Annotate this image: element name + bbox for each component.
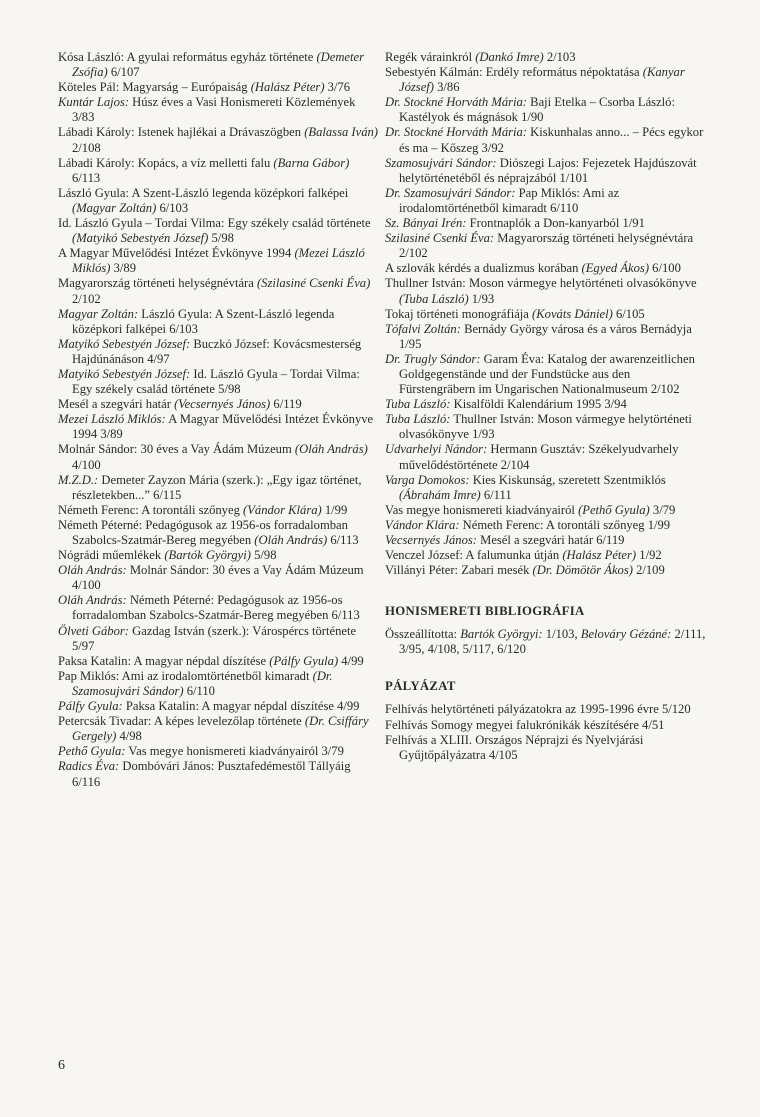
entry-text-segment: Felhívás a XLIII. Országos Néprajzi és Nyelvjárási Gyűjtőpályázatra 4/105	[385, 732, 644, 762]
entry-author-segment: Oláh András:	[58, 593, 127, 608]
entry-text-segment: 6/111	[480, 487, 512, 502]
entry-author-segment: (Mezei László Miklós)	[72, 246, 365, 276]
index-entry	[58, 367, 380, 397]
entry-author-segment: Vecsernyés János:	[385, 533, 477, 547]
entry-author-segment: Vándor Klára:	[385, 517, 460, 532]
index-entry	[58, 563, 380, 593]
entry-text-segment: 3/89	[110, 261, 137, 276]
index-entry	[58, 50, 380, 80]
entry-author-segment: (Egyed Ákos)	[581, 261, 650, 276]
index-entry	[58, 216, 380, 246]
entry-text-segment: 2/109	[632, 563, 665, 578]
right-entries	[385, 50, 707, 578]
entry-text-segment: Paksa Katalin: A magyar népdal díszítése 4/99	[122, 699, 360, 714]
entry-text-segment: Magyarország történeti helységnévtára	[58, 276, 257, 291]
entry-text-segment: 4/99	[338, 653, 364, 668]
index-entry	[58, 276, 380, 306]
index-entry	[58, 744, 380, 759]
entry-text-segment: Gazdag István (szerk.): Várospércs története 5/97	[72, 623, 357, 653]
entry-text-segment: 2/108	[72, 140, 101, 155]
entry-author-segment: (Kanyar József)	[399, 65, 685, 95]
right-column	[385, 50, 707, 763]
entry-author-segment: Szamosujvári Sándor:	[385, 155, 497, 170]
entry-text-segment: 6/113	[72, 170, 101, 185]
entry-text-segment: Id. László Gyula – Tordai Vilma: Egy székely család története 5/98	[72, 366, 360, 397]
entry-text-segment: Tokaj történeti monográfiája	[385, 306, 533, 321]
sections	[385, 604, 707, 763]
index-entry	[58, 518, 380, 548]
index-entry	[58, 654, 380, 669]
entry-text-segment: Vas megye honismereti kiadványairól	[385, 502, 579, 517]
entry-text-segment: Lábadi Károly: Istenek hajlékai a Drávaszögben	[58, 125, 305, 140]
entry-text-segment: A Magyar Művelődési Intézet Évkönyve 1994	[58, 246, 295, 261]
index-entry	[385, 518, 707, 533]
entry-author-segment: Tuba László:	[385, 412, 451, 427]
index-entry	[58, 593, 380, 623]
entry-author-segment: Matyikó Sebestyén József:	[58, 336, 191, 351]
entry-text-segment: Petercsák Tivadar: A képes levelezőlap története	[58, 714, 305, 729]
entry-text-segment: 6/100	[649, 261, 681, 276]
index-entry	[385, 276, 707, 306]
index-entry	[58, 503, 380, 518]
entry-text-segment: Dombóvári János: Pusztafedémestől Tállyáig 6/116	[72, 759, 351, 789]
index-entry	[385, 503, 707, 518]
entry-author-segment: Dr. Stockné Horváth Mária:	[385, 95, 528, 110]
entry-text-segment: 1/103,	[542, 627, 581, 642]
entry-author-segment: Belováry Gézáné:	[580, 627, 672, 642]
entry-author-segment: M.Z.D.:	[58, 472, 99, 487]
index-entry	[385, 125, 707, 155]
entry-author-segment: (Demeter Zsófia)	[72, 50, 364, 80]
entry-author-segment: Dr. Trugly Sándor:	[385, 351, 481, 366]
entry-text-segment: Venczel József: A falumunka útján	[385, 548, 563, 563]
index-entry	[58, 624, 380, 654]
entry-author-segment: (Szilasiné Csenki Éva)	[256, 276, 371, 291]
index-entry	[385, 473, 707, 503]
entry-author-segment: (Kováts Dániel)	[532, 306, 613, 321]
index-entry	[58, 337, 380, 367]
index-entry	[58, 307, 380, 337]
entry-author-segment: (Halász Péter)	[250, 80, 325, 95]
entry-text-segment: Németh Ferenc: A torontáli szőnyeg	[58, 502, 244, 517]
index-entry	[385, 397, 707, 412]
entry-author-segment: (Ábrahám Imre)	[399, 487, 481, 502]
entry-text-segment: Buczkó József: Kovácsmesterség Hajdúnánáson 4/97	[72, 336, 362, 366]
entry-author-segment: Sz. Bányai Irén:	[385, 216, 467, 231]
index-entry	[385, 50, 707, 65]
entry-author-segment: (Dr. Szamosujvári Sándor)	[72, 668, 333, 698]
index-entry	[58, 442, 380, 472]
entry-author-segment: (Vándor Klára)	[243, 502, 322, 517]
index-entry	[385, 216, 707, 231]
entry-text-segment: 4/98	[116, 729, 142, 744]
entry-text-segment: Kies Kiskunság, szeretett Szentmiklós	[469, 472, 666, 487]
entry-text-segment: 6/110	[183, 683, 215, 698]
entry-text-segment: Lábadi Károly: Kopács, a víz melletti falu	[58, 155, 274, 170]
index-entry	[58, 186, 380, 216]
entry-text-segment: 6/119	[270, 397, 302, 412]
entry-text-segment: 6/113	[327, 533, 359, 547]
entry-author-segment: (Bartók Györgyi)	[164, 548, 251, 563]
entry-author-segment: Dr. Stockné Horváth Mária:	[385, 125, 528, 140]
entry-author-segment: Matyikó Sebestyén József:	[58, 366, 191, 381]
index-entry	[385, 322, 707, 352]
entry-text-segment: A szlovák kérdés a dualizmus korában	[385, 261, 582, 276]
entry-text-segment: Bernády György városa és a város Bernádyja 1/95	[399, 321, 692, 351]
entry-text-segment: 4/100	[72, 457, 101, 472]
entry-author-segment: Radics Éva:	[58, 759, 120, 774]
entry-text-segment: Németh Péterné: Pedagógusok az 1956-os forradalomban Szabolcs-Szatmár-Bereg megyében 6/113	[72, 593, 360, 623]
index-entry	[385, 231, 707, 261]
index-entry	[58, 669, 380, 699]
index-entry	[385, 533, 707, 548]
index-entry	[385, 352, 707, 397]
entry-author-segment: (Tuba László)	[399, 291, 469, 306]
entry-author-segment: Tuba László:	[385, 397, 451, 412]
index-entry	[58, 473, 380, 503]
entry-author-segment: Pethő Gyula:	[58, 744, 126, 759]
entry-text-segment: 3/86	[433, 80, 460, 95]
index-entry	[385, 307, 707, 322]
section-title: HONISMERETI BIBLIOGRÁFIA	[385, 604, 585, 619]
entry-text-segment: Felhívás Somogy megyei falukrónikák készítésére 4/51	[385, 717, 665, 732]
entry-text-segment: 2/111, 3/95, 4/108, 5/117, 6/120	[399, 627, 706, 657]
entry-text-segment: László Gyula: A Szent-László legenda középkori falképei	[58, 185, 349, 200]
entry-author-segment: (Pethő Gyula)	[578, 502, 650, 517]
entry-text-segment: Mesél a szegvári határ	[58, 397, 175, 412]
entry-author-segment: (Oláh András)	[294, 442, 368, 457]
entry-text-segment: Molnár Sándor: 30 éves a Vay Ádám Múzeum	[58, 442, 295, 457]
entry-author-segment: (Dankó Imre)	[475, 50, 544, 64]
entry-author-segment: Magyar Zoltán:	[58, 306, 139, 321]
entry-author-segment: (Balassa Iván)	[304, 125, 378, 140]
entry-text-segment: Regék várainkról	[385, 50, 476, 64]
index-entry	[385, 261, 707, 276]
entry-author-segment: (Barna Gábor)	[273, 155, 350, 170]
index-entry	[385, 412, 707, 442]
entry-text-segment: 1/93	[468, 291, 495, 306]
index-entry	[385, 65, 707, 95]
index-entry	[58, 246, 380, 276]
index-entry	[58, 95, 380, 125]
index-entry	[58, 412, 380, 442]
index-entry	[385, 702, 707, 717]
entry-author-segment: (Magyar Zoltán)	[72, 200, 157, 215]
entry-author-segment: Varga Domokos:	[385, 472, 470, 487]
section-title: PÁLYÁZAT	[385, 679, 456, 694]
index-entry	[385, 95, 707, 125]
entry-text-segment: 6/107	[107, 65, 140, 80]
index-entry	[58, 714, 380, 744]
index-entry	[58, 548, 380, 563]
entry-text-segment: 1/92	[636, 548, 662, 563]
index-entry	[58, 125, 380, 155]
entry-text-segment: Sebestyén Kálmán: Erdély református népoktatása	[385, 65, 643, 80]
entry-author-segment: Tófalvi Zoltán:	[385, 321, 461, 336]
entry-author-segment: (Matyikó Sebestyén József)	[72, 231, 209, 246]
entry-text-segment: Demeter Zayzon Mária (szerk.): „Egy igaz történet, részletekben...” 6/115	[72, 472, 362, 502]
index-entry	[385, 186, 707, 216]
index-entry	[385, 563, 707, 578]
index-entry	[385, 718, 707, 733]
entry-text-segment: Frontnaplók a Don-kanyarból 1/91	[466, 216, 645, 231]
page-number: 6	[58, 1058, 65, 1073]
entry-text-segment: Hermann Gusztáv: Székelyudvarhely művelődéstörténete 2/104	[399, 442, 679, 472]
entry-text-segment: Villányi Péter: Zabari mesék	[385, 563, 533, 578]
entry-text-segment: László Gyula: A Szent-László legenda középkori falképei 6/103	[72, 306, 335, 336]
entry-text-segment: Németh Ferenc: A torontáli szőnyeg 1/99	[459, 517, 671, 532]
entry-author-segment: (Dr. Csiffáry Gergely)	[72, 714, 369, 744]
entry-author-segment: (Halász Péter)	[562, 548, 637, 563]
entry-text-segment: Diószegi Lajos: Fejezetek Hajdúszovát helytörténetéből és néprajzából 1/101	[399, 155, 697, 185]
entry-text-segment: 3/79	[649, 502, 676, 517]
entry-text-segment: Pap Miklós: Ami az irodalomtörténetből kimaradt 6/110	[399, 185, 620, 215]
entry-text-segment: Köteles Pál: Magyarság – Európaiság	[58, 80, 251, 95]
entry-text-segment: Paksa Katalin: A magyar népdal díszítése	[58, 653, 270, 668]
entry-author-segment: Mezei László Miklós:	[58, 412, 166, 427]
entry-author-segment: Ölveti Gábor:	[58, 623, 129, 638]
entry-text-segment: Felhívás helytörténeti pályázatokra az 1995-1996 évre 5/120	[385, 702, 691, 717]
entry-author-segment: Kuntár Lajos:	[58, 95, 130, 110]
index-entry	[385, 156, 707, 186]
index-entry	[58, 80, 380, 95]
entry-text-segment: Id. László Gyula – Tordai Vilma: Egy székely család története	[58, 216, 371, 231]
entry-text-segment: Mesél a szegvári határ 6/119	[476, 533, 625, 547]
index-entry	[385, 733, 707, 763]
entry-author-segment: (Vecsernyés János)	[174, 397, 271, 412]
entry-text-segment: Molnár Sándor: 30 éves a Vay Ádám Múzeum 4/100	[72, 563, 364, 593]
entry-author-segment: Udvarhelyi Nándor:	[385, 442, 488, 457]
entry-text-segment: Nógrádi műemlékek	[58, 548, 165, 563]
entry-author-segment: Dr. Szamosujvári Sándor:	[385, 185, 516, 200]
index-entry	[58, 156, 380, 186]
entry-text-segment: Thullner István: Moson vármegye helytörténeti olvasókönyve 1/93	[399, 412, 692, 442]
entry-author-segment: Oláh András:	[58, 563, 127, 578]
entry-text-segment: 1/99	[321, 502, 348, 517]
entry-text-segment: Magyarország történeti helységnévtára 2/102	[399, 231, 694, 261]
entry-author-segment: Szilasiné Csenki Éva:	[385, 231, 495, 246]
index-entry	[385, 442, 707, 472]
entry-author-segment: (Oláh András)	[254, 533, 328, 547]
entry-text-segment: Kósa László: A gyulai református egyház története	[58, 50, 317, 64]
entry-author-segment: Bartók Györgyi:	[460, 627, 543, 642]
index-entry	[58, 759, 380, 789]
entry-text-segment: A Magyar Művelődési Intézet Évkönyve 1994 3/89	[72, 412, 374, 442]
entry-text-segment: Thullner István: Moson vármegye helytörténeti olvasókönyve	[385, 276, 697, 291]
entry-text-segment: Németh Péterné: Pedagógusok az 1956-os forradalomban Szabolcs-Szatmár-Bereg megyében	[58, 517, 348, 547]
entry-author-segment: Pálfy Gyula:	[58, 699, 123, 714]
entry-text-segment: 5/98	[250, 548, 277, 563]
entry-text-segment: 6/105	[612, 306, 645, 321]
entry-text-segment: 2/102	[72, 291, 101, 306]
index-entry	[385, 627, 707, 657]
left-column	[58, 50, 380, 790]
index-entry	[385, 548, 707, 563]
entry-text-segment: Vas megye honismereti kiadványairól 3/79	[125, 744, 344, 759]
entry-author-segment: (Pálfy Gyula)	[269, 653, 339, 668]
index-entry	[58, 699, 380, 714]
entry-text-segment: Összeállította:	[385, 627, 461, 642]
entry-text-segment: 6/103	[156, 200, 189, 215]
entry-text-segment: 5/98	[208, 231, 234, 246]
entry-text-segment: 2/103	[543, 50, 576, 64]
entry-text-segment: Kiskunhalas anno... – Pécs egykor és ma – Kőszeg 3/92	[399, 125, 704, 155]
entry-author-segment: (Dr. Dömötör Ákos)	[532, 563, 633, 578]
entry-text-segment: Baji Etelka – Csorba László: Kastélyok és mágnások 1/90	[399, 95, 675, 125]
index-entry	[58, 397, 380, 412]
entry-text-segment: Kisalföldi Kalendárium 1995 3/94	[450, 397, 627, 412]
entry-text-segment: 3/76	[324, 80, 351, 95]
entry-text-segment: Húsz éves a Vasi Honismereti Közlemények 3/83	[72, 95, 356, 125]
entry-text-segment: Pap Miklós: Ami az irodalomtörténetből kimaradt	[58, 668, 313, 683]
entry-text-segment: Garam Éva: Katalog der awarenzeitlichen Goldgegenstände und der Fundstücke aus den Fürstengräbern im Ungarischen Nationalmuseum 2/102	[399, 351, 695, 397]
